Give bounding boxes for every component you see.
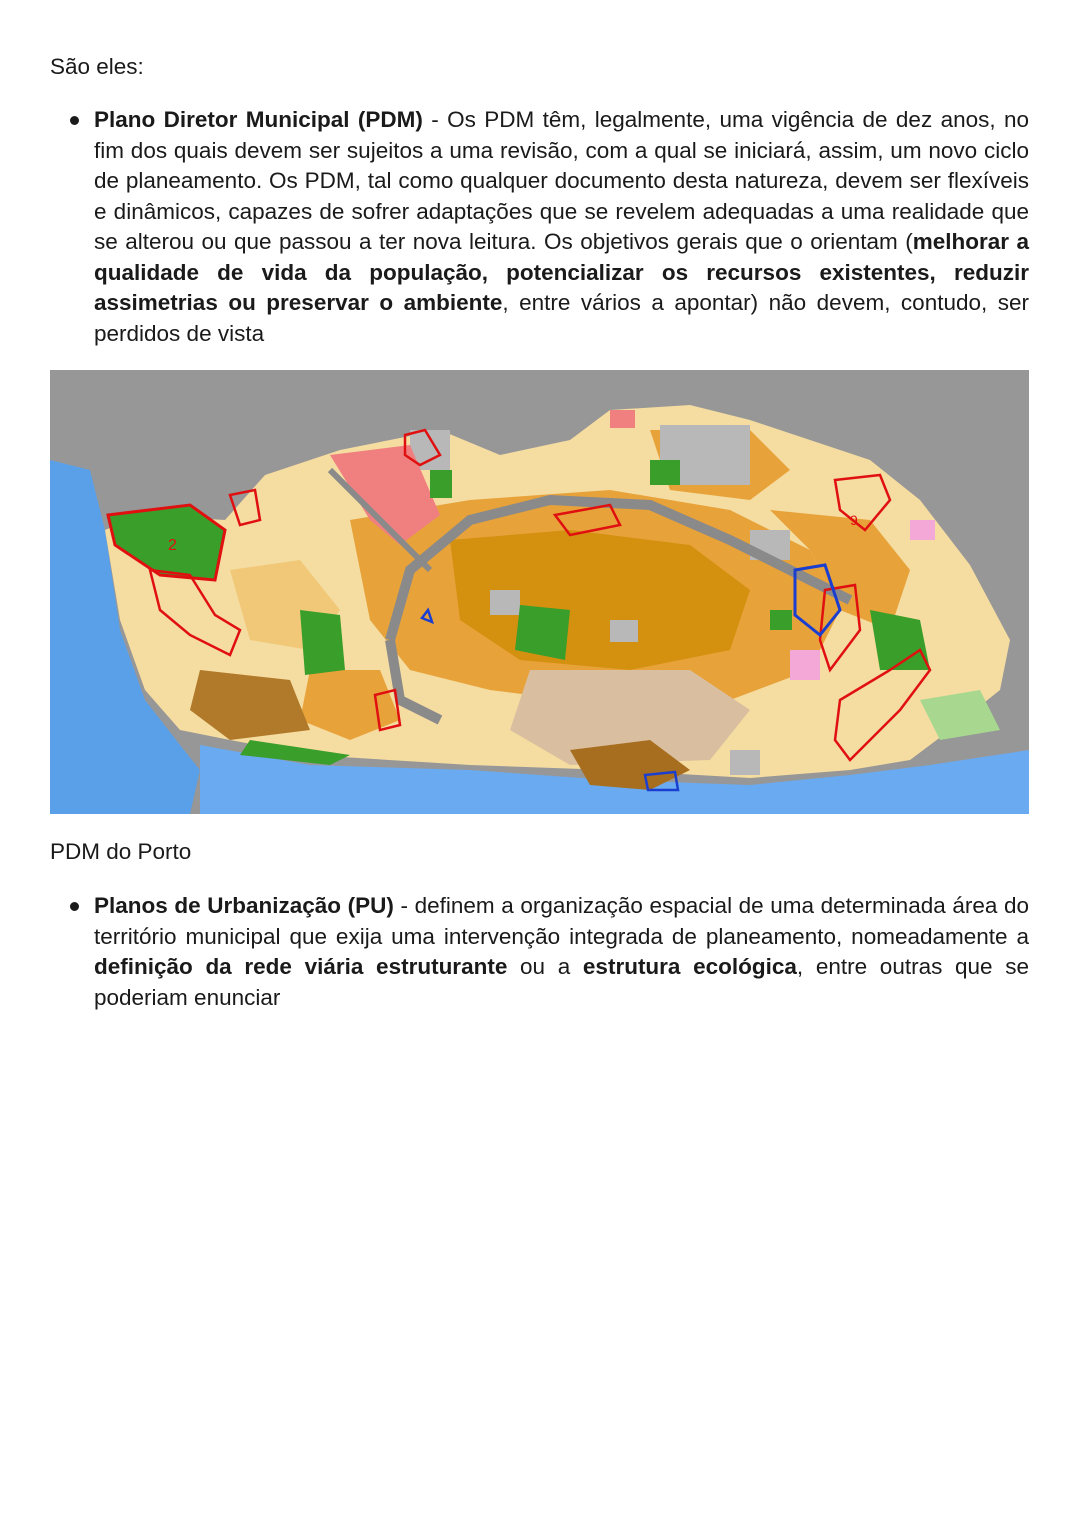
pu-text-3: , entre outras que se poderiam enunciar <box>94 954 1029 1010</box>
porto-pdm-map <box>50 370 1029 814</box>
pdm-objectives: melhorar a qualidade de vida da população, potencializar os recursos existentes, reduzir assimetrias ou preservar o ambiente <box>94 229 1029 315</box>
bullet-pu <box>94 891 1029 1013</box>
pu-road-network: definição da rede viária estruturante <box>94 954 508 979</box>
pdm-text-1: - Os PDM têm, legalmente, uma vigência de dez anos, no fim dos quais devem ser sujeitos a uma revisão, com a qual se iniciará, assim, um novo ciclo de planeamento. Os PDM, tal como qualquer documento desta natureza, devem ser flexíveis e dinâmicos, capazes de sofrer adaptações que se revelem adequadas a uma realidade que se alterou ou que passou a ter nova leitura. Os objetivos gerais que o orientam ( <box>94 107 1030 254</box>
map-caption: PDM do Porto <box>50 839 192 864</box>
zone-label-9: 9 <box>850 512 858 528</box>
zone-label-2: 2 <box>168 537 177 554</box>
pdm-title: Plano Diretor Municipal (PDM) <box>94 107 423 132</box>
pu-ecological-structure: estrutura ecológica <box>582 954 797 979</box>
pdm-text-2: , entre vários a apontar) não devem, contudo, ser perdidos de vista <box>94 290 1029 346</box>
pu-title: Planos de Urbanização (PU) <box>94 893 394 918</box>
intro-text: São eles: <box>50 54 144 79</box>
map-graphic <box>50 370 1029 814</box>
bullet-dot-icon <box>70 902 79 911</box>
pu-text-2: ou a <box>507 954 583 979</box>
bullet-pdm <box>94 105 1029 349</box>
pu-text-1: - definem a organização espacial de uma determinada área do território municipal que exija uma intervenção integrada de planeamento, nomeadamente a <box>94 893 1029 949</box>
bullet-dot-icon <box>70 116 79 125</box>
